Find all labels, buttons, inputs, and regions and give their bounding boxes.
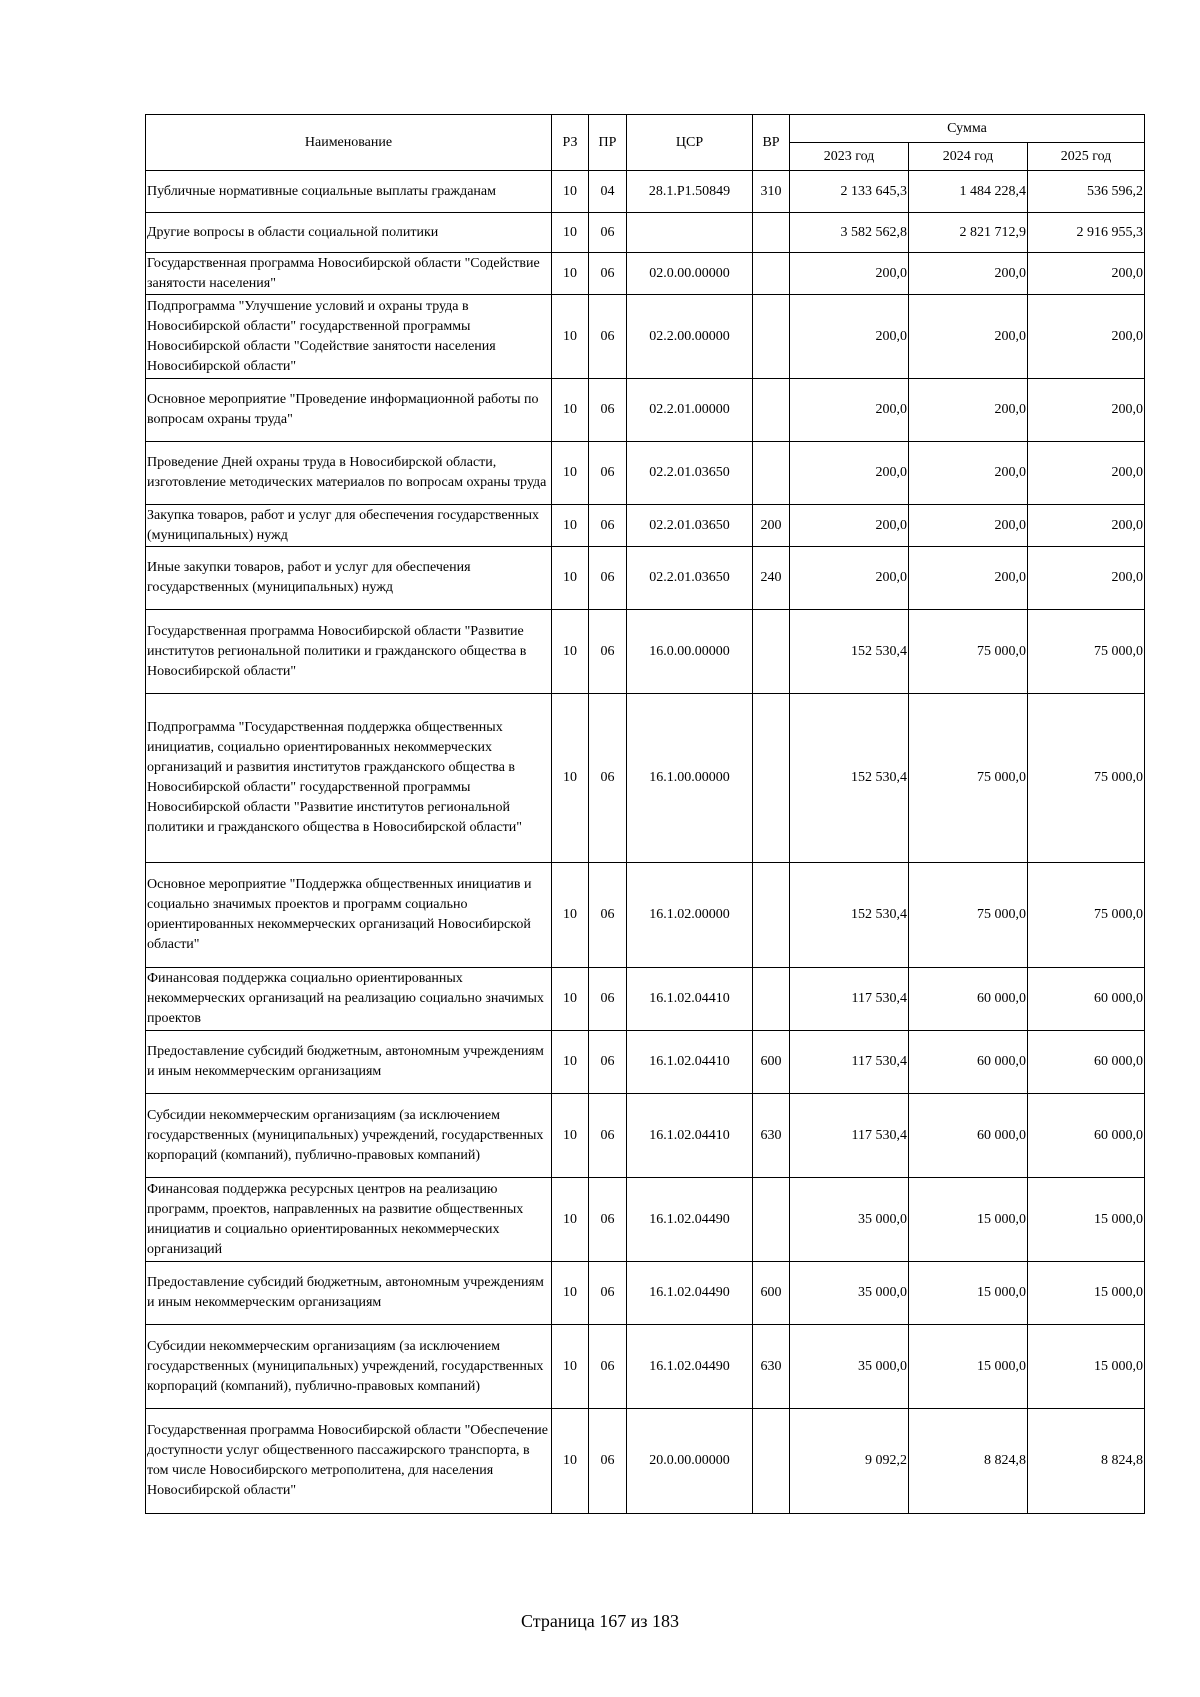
cell-2024: 200,0 [909,295,1028,379]
cell-2025: 75 000,0 [1028,610,1145,694]
cell-2024: 75 000,0 [909,694,1028,863]
cell-vr [753,968,790,1031]
cell-pr: 06 [589,442,627,505]
cell-2025: 200,0 [1028,295,1145,379]
cell-2023: 200,0 [790,547,909,610]
cell-vr: 630 [753,1094,790,1178]
cell-name: Субсидии некоммерческим организациям (за исключением государственных (муниципальных) учреждений, государственных корпораций (компаний), публично-правовых компаний) [146,1325,552,1409]
cell-csr: 02.2.01.03650 [627,547,753,610]
cell-2025: 75 000,0 [1028,694,1145,863]
cell-rz: 10 [552,1094,589,1178]
header-year-2024: 2024 год [909,143,1028,171]
cell-name: Финансовая поддержка ресурсных центров на реализацию программ, проектов, направленных на развитие общественных инициатив и социально ориентированных некоммерческих организаций [146,1178,552,1262]
cell-csr: 02.2.01.03650 [627,505,753,547]
cell-2024: 200,0 [909,547,1028,610]
cell-pr: 06 [589,1178,627,1262]
cell-2024: 200,0 [909,505,1028,547]
cell-pr: 06 [589,694,627,863]
cell-2023: 35 000,0 [790,1178,909,1262]
cell-vr [753,694,790,863]
cell-name: Государственная программа Новосибирской области "Содействие занятости населения" [146,253,552,295]
cell-vr [753,1409,790,1514]
header-pr: ПР [589,115,627,171]
cell-pr: 06 [589,1325,627,1409]
cell-name: Подпрограмма "Улучшение условий и охраны труда в Новосибирской области" государственной программы Новосибирской области "Содействие занятости населения Новосибирской области" [146,295,552,379]
cell-2023: 117 530,4 [790,1094,909,1178]
cell-2024: 200,0 [909,379,1028,442]
cell-2025: 15 000,0 [1028,1325,1145,1409]
cell-pr: 06 [589,253,627,295]
cell-rz: 10 [552,171,589,213]
cell-rz: 10 [552,547,589,610]
cell-name: Подпрограмма "Государственная поддержка общественных инициатив, социально ориентированных некоммерческих организаций и развития институтов гражданского общества в Новосибирской области" государственной программы Новосибирской области "Развитие институтов региональной политики и гражданского общества в Новосибирской области" [146,694,552,863]
cell-name: Иные закупки товаров, работ и услуг для обеспечения государственных (муниципальных) нужд [146,547,552,610]
cell-vr: 240 [753,547,790,610]
cell-2024: 15 000,0 [909,1178,1028,1262]
table-row [146,442,1145,505]
table-row [146,253,1145,295]
table-row [146,863,1145,968]
cell-vr: 310 [753,171,790,213]
cell-name: Другие вопросы в области социальной политики [146,213,552,253]
table-row [146,1094,1145,1178]
cell-vr [753,610,790,694]
cell-2025: 8 824,8 [1028,1409,1145,1514]
page-number: Страница 167 из 183 [521,1611,679,1631]
cell-2023: 200,0 [790,505,909,547]
cell-2024: 15 000,0 [909,1262,1028,1325]
header-vr: ВР [753,115,790,171]
cell-2025: 2 916 955,3 [1028,213,1145,253]
cell-2024: 60 000,0 [909,968,1028,1031]
table-row [146,968,1145,1031]
cell-2024: 1 484 228,4 [909,171,1028,213]
cell-rz: 10 [552,253,589,295]
cell-2023: 200,0 [790,442,909,505]
cell-csr: 16.1.00.00000 [627,694,753,863]
cell-csr: 16.1.02.04490 [627,1178,753,1262]
cell-2023: 3 582 562,8 [790,213,909,253]
cell-name: Основное мероприятие "Поддержка общественных инициатив и социально значимых проектов и программ социально ориентированных некоммерческих организаций Новосибирской области" [146,863,552,968]
cell-rz: 10 [552,379,589,442]
cell-name: Субсидии некоммерческим организациям (за исключением государственных (муниципальных) учреждений, государственных корпораций (компаний), публично-правовых компаний) [146,1094,552,1178]
table-row [146,171,1145,213]
cell-2025: 200,0 [1028,442,1145,505]
cell-rz: 10 [552,442,589,505]
cell-2025: 200,0 [1028,379,1145,442]
cell-2023: 152 530,4 [790,694,909,863]
cell-2023: 35 000,0 [790,1325,909,1409]
cell-2024: 2 821 712,9 [909,213,1028,253]
cell-vr: 600 [753,1031,790,1094]
cell-2023: 117 530,4 [790,968,909,1031]
cell-2025: 15 000,0 [1028,1178,1145,1262]
header-csr: ЦСР [627,115,753,171]
cell-vr [753,863,790,968]
cell-csr: 16.1.02.04410 [627,1031,753,1094]
cell-2023: 152 530,4 [790,610,909,694]
cell-csr: 28.1.P1.50849 [627,171,753,213]
cell-vr: 630 [753,1325,790,1409]
cell-2024: 200,0 [909,253,1028,295]
cell-rz: 10 [552,1031,589,1094]
table-row [146,547,1145,610]
cell-rz: 10 [552,694,589,863]
table-row [146,1409,1145,1514]
cell-rz: 10 [552,610,589,694]
header-year-2025: 2025 год [1028,143,1145,171]
cell-csr: 16.1.02.04410 [627,968,753,1031]
cell-pr: 06 [589,213,627,253]
cell-2023: 117 530,4 [790,1031,909,1094]
cell-2024: 75 000,0 [909,863,1028,968]
header-sum: Сумма [790,115,1145,143]
cell-name: Закупка товаров, работ и услуг для обеспечения государственных (муниципальных) нужд [146,505,552,547]
cell-2025: 536 596,2 [1028,171,1145,213]
cell-name: Основное мероприятие "Проведение информационной работы по вопросам охраны труда" [146,379,552,442]
cell-name: Проведение Дней охраны труда в Новосибирской области, изготовление методических материалов по вопросам охраны труда [146,442,552,505]
cell-csr: 02.2.01.03650 [627,442,753,505]
cell-csr: 02.0.00.00000 [627,253,753,295]
table-row [146,379,1145,442]
cell-name: Предоставление субсидий бюджетным, автономным учреждениям и иным некоммерческим организациям [146,1262,552,1325]
cell-vr [753,295,790,379]
cell-2025: 60 000,0 [1028,968,1145,1031]
table-row [146,213,1145,253]
cell-csr: 16.1.02.04490 [627,1325,753,1409]
cell-2025: 15 000,0 [1028,1262,1145,1325]
budget-table [145,114,1145,1514]
cell-csr: 16.1.02.04410 [627,1094,753,1178]
cell-2023: 200,0 [790,253,909,295]
cell-pr: 04 [589,171,627,213]
cell-2024: 8 824,8 [909,1409,1028,1514]
cell-rz: 10 [552,968,589,1031]
cell-rz: 10 [552,1178,589,1262]
cell-pr: 06 [589,968,627,1031]
cell-2023: 200,0 [790,295,909,379]
table-row [146,610,1145,694]
cell-2025: 75 000,0 [1028,863,1145,968]
cell-name: Финансовая поддержка социально ориентированных некоммерческих организаций на реализацию социально значимых проектов [146,968,552,1031]
cell-name: Государственная программа Новосибирской области "Развитие институтов региональной политики и гражданского общества в Новосибирской области" [146,610,552,694]
cell-pr: 06 [589,1094,627,1178]
cell-2023: 152 530,4 [790,863,909,968]
cell-2025: 200,0 [1028,253,1145,295]
cell-rz: 10 [552,1325,589,1409]
cell-pr: 06 [589,295,627,379]
cell-2024: 60 000,0 [909,1094,1028,1178]
cell-rz: 10 [552,505,589,547]
cell-csr [627,213,753,253]
cell-csr: 20.0.00.00000 [627,1409,753,1514]
cell-2024: 60 000,0 [909,1031,1028,1094]
cell-2023: 200,0 [790,379,909,442]
cell-2025: 60 000,0 [1028,1031,1145,1094]
cell-csr: 02.2.01.00000 [627,379,753,442]
table-row [146,505,1145,547]
cell-csr: 16.1.02.00000 [627,863,753,968]
cell-vr [753,442,790,505]
cell-vr: 600 [753,1262,790,1325]
cell-2023: 9 092,2 [790,1409,909,1514]
cell-csr: 02.2.00.00000 [627,295,753,379]
cell-vr: 200 [753,505,790,547]
cell-rz: 10 [552,863,589,968]
cell-pr: 06 [589,505,627,547]
cell-vr [753,253,790,295]
cell-vr [753,1178,790,1262]
cell-csr: 16.1.02.04490 [627,1262,753,1325]
cell-pr: 06 [589,547,627,610]
cell-vr [753,213,790,253]
cell-name: Предоставление субсидий бюджетным, автономным учреждениям и иным некоммерческим организациям [146,1031,552,1094]
cell-2024: 15 000,0 [909,1325,1028,1409]
cell-2025: 200,0 [1028,505,1145,547]
cell-2024: 200,0 [909,442,1028,505]
cell-csr: 16.0.00.00000 [627,610,753,694]
header-rz: РЗ [552,115,589,171]
table-row [146,1178,1145,1262]
cell-name: Публичные нормативные социальные выплаты гражданам [146,171,552,213]
cell-2023: 35 000,0 [790,1262,909,1325]
cell-2024: 75 000,0 [909,610,1028,694]
table-row [146,1325,1145,1409]
table-body [146,171,1145,1514]
cell-pr: 06 [589,1262,627,1325]
cell-pr: 06 [589,1409,627,1514]
cell-2025: 200,0 [1028,547,1145,610]
table-row [146,295,1145,379]
cell-pr: 06 [589,863,627,968]
header-year-2023: 2023 год [790,143,909,171]
cell-rz: 10 [552,295,589,379]
cell-2025: 60 000,0 [1028,1094,1145,1178]
table-row [146,1031,1145,1094]
cell-vr [753,379,790,442]
cell-pr: 06 [589,379,627,442]
cell-pr: 06 [589,1031,627,1094]
cell-rz: 10 [552,1262,589,1325]
cell-2023: 2 133 645,3 [790,171,909,213]
cell-rz: 10 [552,213,589,253]
cell-pr: 06 [589,610,627,694]
cell-rz: 10 [552,1409,589,1514]
header-name: Наименование [146,115,552,171]
table-row [146,1262,1145,1325]
cell-name: Государственная программа Новосибирской области "Обеспечение доступности услуг общественного пассажирского транспорта, в том числе Новосибирского метрополитена, для населения Новосибирской области" [146,1409,552,1514]
table-row [146,694,1145,863]
